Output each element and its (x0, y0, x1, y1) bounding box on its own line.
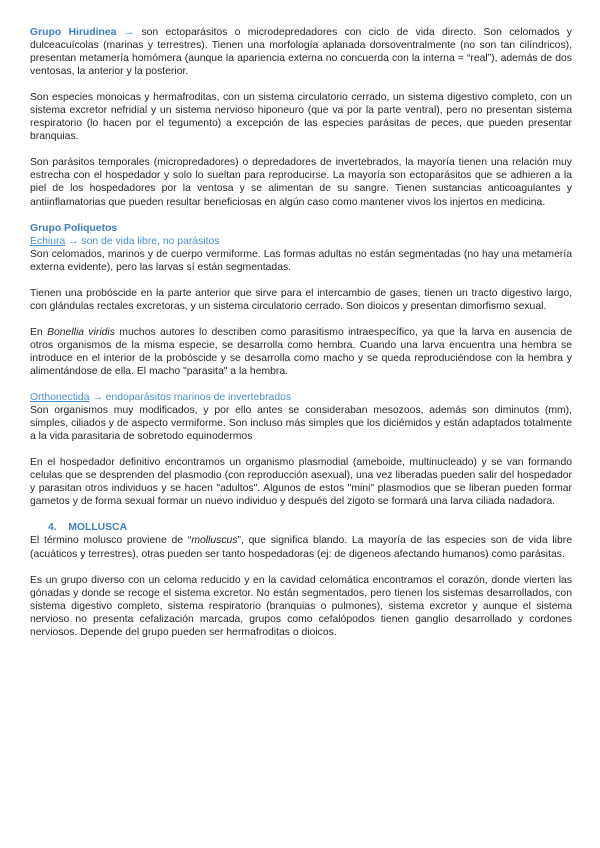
poliquetos-paragraph-2: Tienen una probóscide en la parte anterior que sirve para el intercambio de gases, tienen un tracto digestivo largo, con glándulas rectales excretoras, y un sistema circulatorio cerrado. Son dioicos y presentan dimorfismo sexual. (30, 287, 572, 312)
hirudinea-paragraph-3: Son parásitos temporales (micropredadores) o depredadores de invertebrados, la mayoría tienen una relación muy estrecha con el hospedador y solo lo sueltan para reproducirse. La mayoría son ectoparásitos que se adhieren a la piel de los hospedadores por la ventosa y se alimentan de su sangre. Tienen sustancias anticoagulantes y antiinflamatorias que pueden resultar beneficiosas en algún caso como mantener vivos los injertos en medicina. (30, 157, 572, 208)
poliquetos-title: Grupo Poliquetos (30, 222, 118, 234)
orthonectida-paragraph-1: Son organismos muy modificados, y por ello antes se consideraban mesozoos, además son diminutos (mm), simples, ciliados y de aspecto vermiforme. Son incluso más simples que los diciémidos y están adaptados totalmente a la vida parasitaria de sobretodo equinodermos (30, 405, 572, 443)
hirudinea-title: Grupo Hirudinea (30, 27, 117, 38)
mollusca-paragraph-1 (30, 534, 572, 560)
mollusca-title: MOLLUSCA (68, 522, 128, 534)
mollusca-paragraph-2: Es un grupo diverso con un celoma reducido y en la cavidad celomática encontramos el corazón, donde vierten las gónadas y donde se recoge el sistema excretor. No están segmentados, pero tienen los sistemas desarrollados, con sistema digestivo completo, sistema respiratorio (branquias o pulmones), sistema excretor y aunque el sistema nervioso no presenta cefalización marcada, grupos como cefalópodos tienen ganglio desarrollado y cordones nerviosos. Depende del grupo pueden ser hermafroditas o dioicos. (30, 574, 572, 638)
bonellia-text-pre: En (30, 326, 48, 338)
bonellia-text-post: muchos autores lo describen como parasitismo intraespecífico, ya que la larva en ausencia de otros organismos de la misma especie, se desarrolla como hembra. Cuando una larva encuentra una hembra se introduce en el interior de la probóscide y se desarrolla como macho y se queda reproduciéndose con la hembra y alimentándose de ella. El macho "parasita" a la hembra. (30, 326, 572, 377)
poliquetos-paragraph-1: Son celomados, marinos y de cuerpo vermiforme. Las formas adultas no están segmentadas (no hay una metamería externa evidente), pero las larvas sí están segmentadas. (30, 248, 572, 273)
orthonectida-paragraph-2: En el hospedador definitivo encontramos un organismo plasmodial (ameboide, multinucleado) y se van formando celulas que se desprenden del plasmodio (con reproducción asexual), una vez liberadas pueden salir del hospedador y parasitan otros individuos y se hacen "adultos". Algunos de estos "mini" plasmodios que se liberan pueden formar gametos y de forma sexual formar un nuevo individuo y después del zigoto se formará una larva ciliada nadadora. (30, 457, 572, 508)
mollusca-term: molluscus (191, 535, 238, 547)
echiura-description: → son de vida libre, no parásitos (65, 235, 220, 247)
hirudinea-paragraph-1 (30, 26, 572, 78)
document-page (30, 26, 572, 639)
mollusca-heading (30, 521, 572, 534)
hirudinea-text-1: son ectoparásitos o microdepredadores con ciclo de vida directo. Son celomados y dulceacuícolas (marinas y terrestres). Tienen una morfología aplanada dorsoventralmente (no son tan cilíndricos), presentan metamería homómera (aunque la apariencia externa no concuerda con la interna = “real”), además de dos ventosas, la anterior y la posterior. (30, 27, 572, 78)
arrow-icon: → (116, 27, 142, 38)
mollusca-text-post: ”, que significa blando. La mayoría de las especies son de vida libre (acuáticos y terrestres), otras pueden ser tanto hospedadoras (ej: de digeneos afectando humanos) como parásitas. (30, 535, 573, 560)
hirudinea-paragraph-2: Son especies monoicas y hermafroditas, con un sistema circulatorio cerrado, un sistema digestivo completo, con un sistema excretor nefridial y un sistema nervioso hiponeuro (que va por la parte ventral), pero no presentan sistema respiratorio (lo hacen por el tegumento) a excepción de las especies parásitas de peces, que pueden presentar branquias. (30, 92, 572, 143)
mollusca-number: 4. (48, 522, 57, 534)
orthonectida-description: → endoparásitos marinos de invertebrados (89, 392, 292, 404)
echiura-link[interactable]: Echiura (30, 235, 66, 247)
orthonectida-heading (30, 391, 572, 404)
bonellia-species-name: Bonellia viridis (47, 326, 115, 338)
mollusca-text-pre: El término molusco proviene de “ (30, 535, 192, 547)
echiura-heading (30, 235, 572, 248)
bonellia-paragraph (30, 326, 572, 378)
orthonectida-link[interactable]: Orthonectida (30, 392, 90, 404)
